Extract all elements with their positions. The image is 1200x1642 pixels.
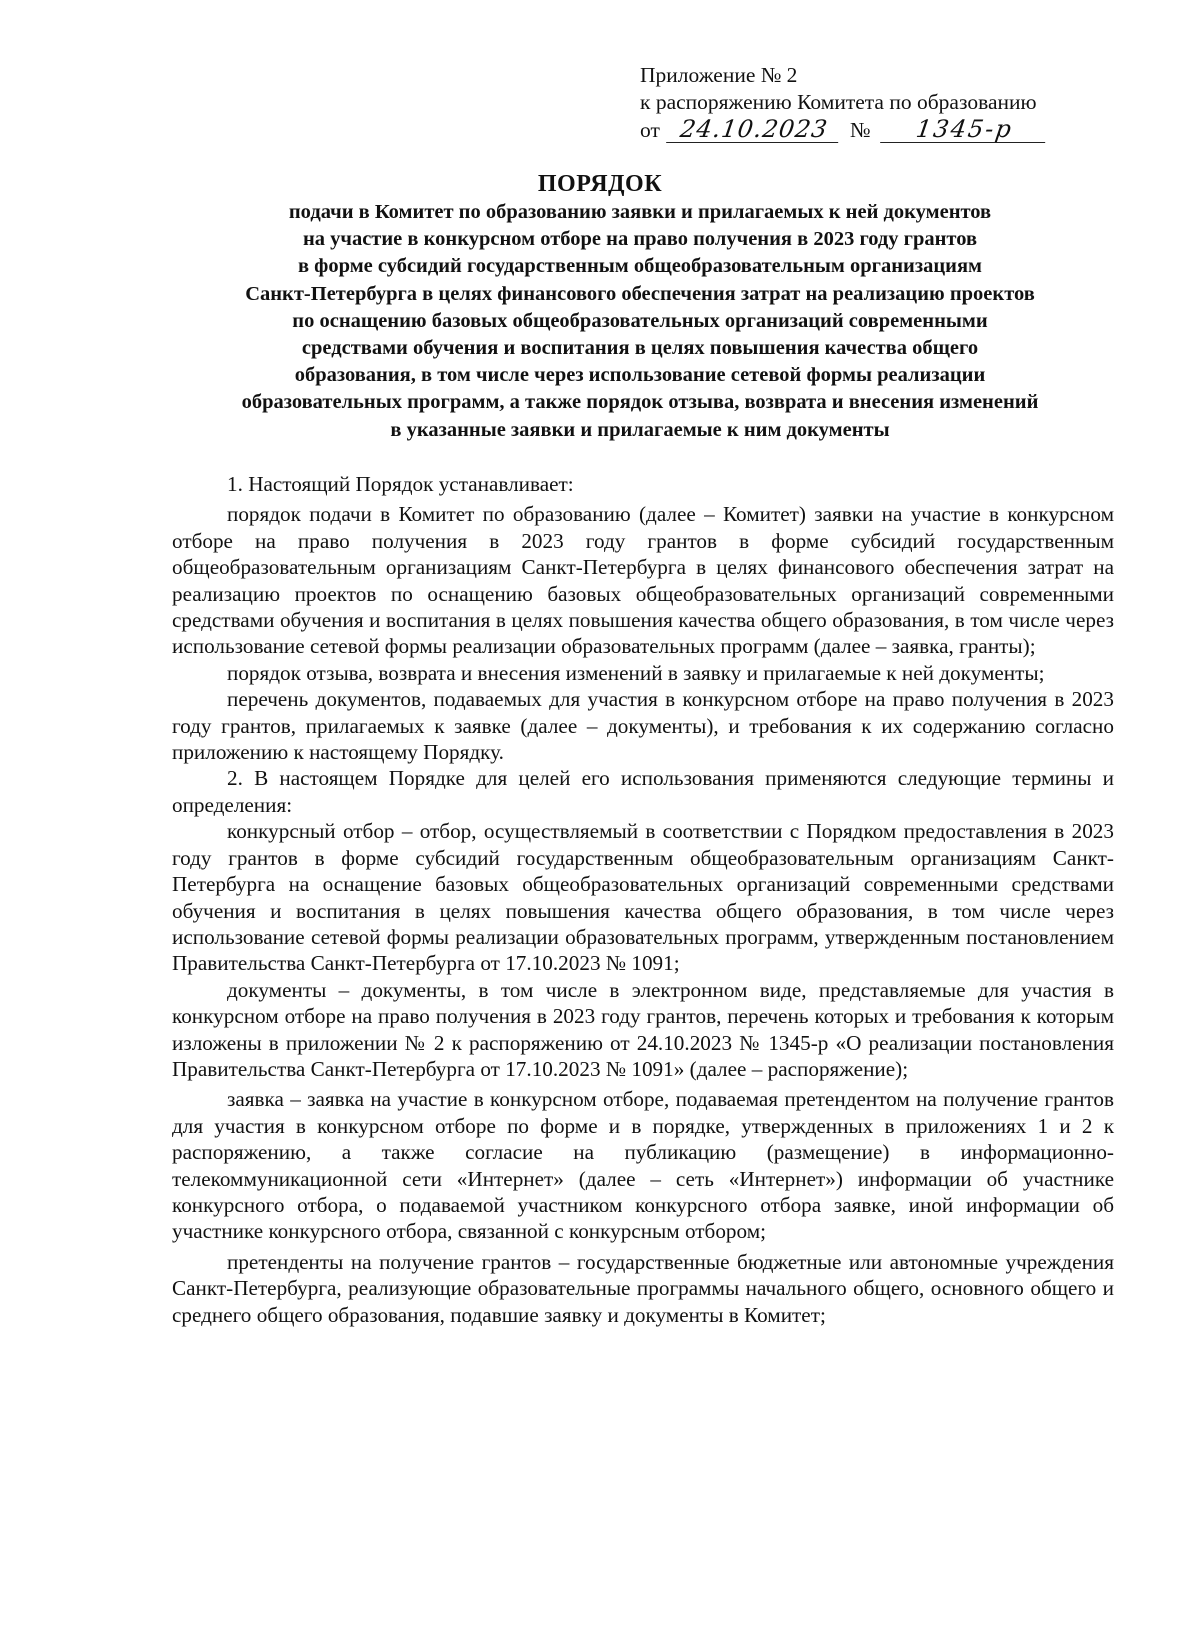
paragraph-submission-order: порядок подачи в Комитет по образованию (далее – Комитет) заявки на участие в конкурсном отборе на право получения в 2023 году грантов в форме субсидий государственным общеобразовательным организациям Санкт-Петербурга в целях финансового обеспечения затрат на реализацию проектов по оснащению базовых общеобразовательных организаций современными средствами обучения и воспитания в целях повышения качества общего образования, в том числе через использование сетевой формы реализации образовательных программ (далее – заявка, гранты); xyxy=(172,502,1114,659)
handwritten-date: 24.10.2023 xyxy=(666,116,842,143)
subtitle-line: в форме субсидий государственным общеобразовательным организациям xyxy=(297,255,983,278)
document-body xyxy=(172,471,1114,1328)
subtitle-line: Санкт-Петербурга в целях финансового обеспечения затрат на реализацию проектов xyxy=(245,282,1035,305)
subtitle-line: на участие в конкурсном отборе на право получения в 2023 году грантов xyxy=(302,228,978,251)
number-label: № xyxy=(849,118,871,142)
paragraph-documents-list: перечень документов, подаваемых для участия в конкурсном отборе на право получения в 2023 году грантов, прилагаемых к заявке (далее – документы), и требования к их содержанию согласно приложению к настоящему Порядку. xyxy=(172,687,1114,765)
subtitle-line: по оснащению базовых общеобразовательных организаций современными xyxy=(292,309,988,332)
annex-header xyxy=(640,62,1047,144)
subtitle-line: в указанные заявки и прилагаемые к ним документы xyxy=(390,418,890,441)
annex-reference: к распоряжению Комитета по образованию xyxy=(640,90,1037,114)
subtitle-line: образовательных программ, а также порядок отзыва, возврата и внесения изменений xyxy=(241,391,1039,414)
paragraph-term-application: заявка – заявка на участие в конкурсном отборе, подаваемая претендентом на получение грантов для участия в конкурсном отборе по форме и в порядке, утвержденных в приложениях 1 и 2 к распоряжению, а также согласие на публикацию (размещение) в информационно-телекоммуникационной сети «Интернет» (далее – сеть «Интернет») информации об участнике конкурсного отбора, о подаваемой участником конкурсного отбора заявке, иной информации об участнике конкурсного отбора, связанной с конкурсным отбором; xyxy=(172,1087,1114,1244)
annex-number: Приложение № 2 xyxy=(640,63,798,87)
paragraph-term-documents: документы – документы, в том числе в электронном виде, представляемые для участия в конкурсном отборе на право получения в 2023 году грантов, перечень которых и требования к которым изложены в приложении № 2 к распоряжению от 24.10.2023 № 1345-р «О реализации постановления Правительства Санкт-Петербурга от 17.10.2023 № 1091» (далее – распоряжение); xyxy=(172,977,1114,1081)
paragraph-term-competitive-selection: конкурсный отбор – отбор, осуществляемый в соответствии с Порядком предоставления в 2023 году грантов в форме субсидий государственным общеобразовательным организациям Санкт-Петербурга на оснащение базовых общеобразовательных организаций современными средствами обучения и воспитания в целях повышения качества общего образования, в том числе через использование сетевой формы реализации образовательных программ, утвержденным постановлением Правительства Санкт-Петербурга от 17.10.2023 № 1091; xyxy=(172,819,1114,976)
paragraph-term-applicants: претенденты на получение грантов – государственные бюджетные или автономные учреждения Санкт-Петербурга, реализующие образовательные программы начального общего, основного общего и среднего общего образования, подавшие заявку и документы в Комитет; xyxy=(172,1249,1114,1327)
subtitle-line: образования, в том числе через использование сетевой формы реализации xyxy=(294,364,986,387)
subtitle-line: средствами обучения и воспитания в целях повышения качества общего xyxy=(301,337,979,360)
paragraph-withdrawal-order: порядок отзыва, возврата и внесения изменений в заявку и прилагаемые к ней документы; xyxy=(227,660,1045,685)
from-label: от xyxy=(640,118,660,142)
paragraph-1-intro: 1. Настоящий Порядок устанавливает: xyxy=(227,472,574,496)
annex-date-number-line xyxy=(640,116,1047,144)
subtitle-line: подачи в Комитет по образованию заявки и прилагаемых к ней документов xyxy=(288,201,992,223)
handwritten-number: 1345-р xyxy=(880,116,1049,143)
paragraph-2-terms: 2. В настоящем Порядке для целей его использования применяются следующие термины и определения: xyxy=(172,766,1114,817)
document-subtitle xyxy=(160,199,1120,444)
document-title: ПОРЯДОК xyxy=(537,171,663,197)
